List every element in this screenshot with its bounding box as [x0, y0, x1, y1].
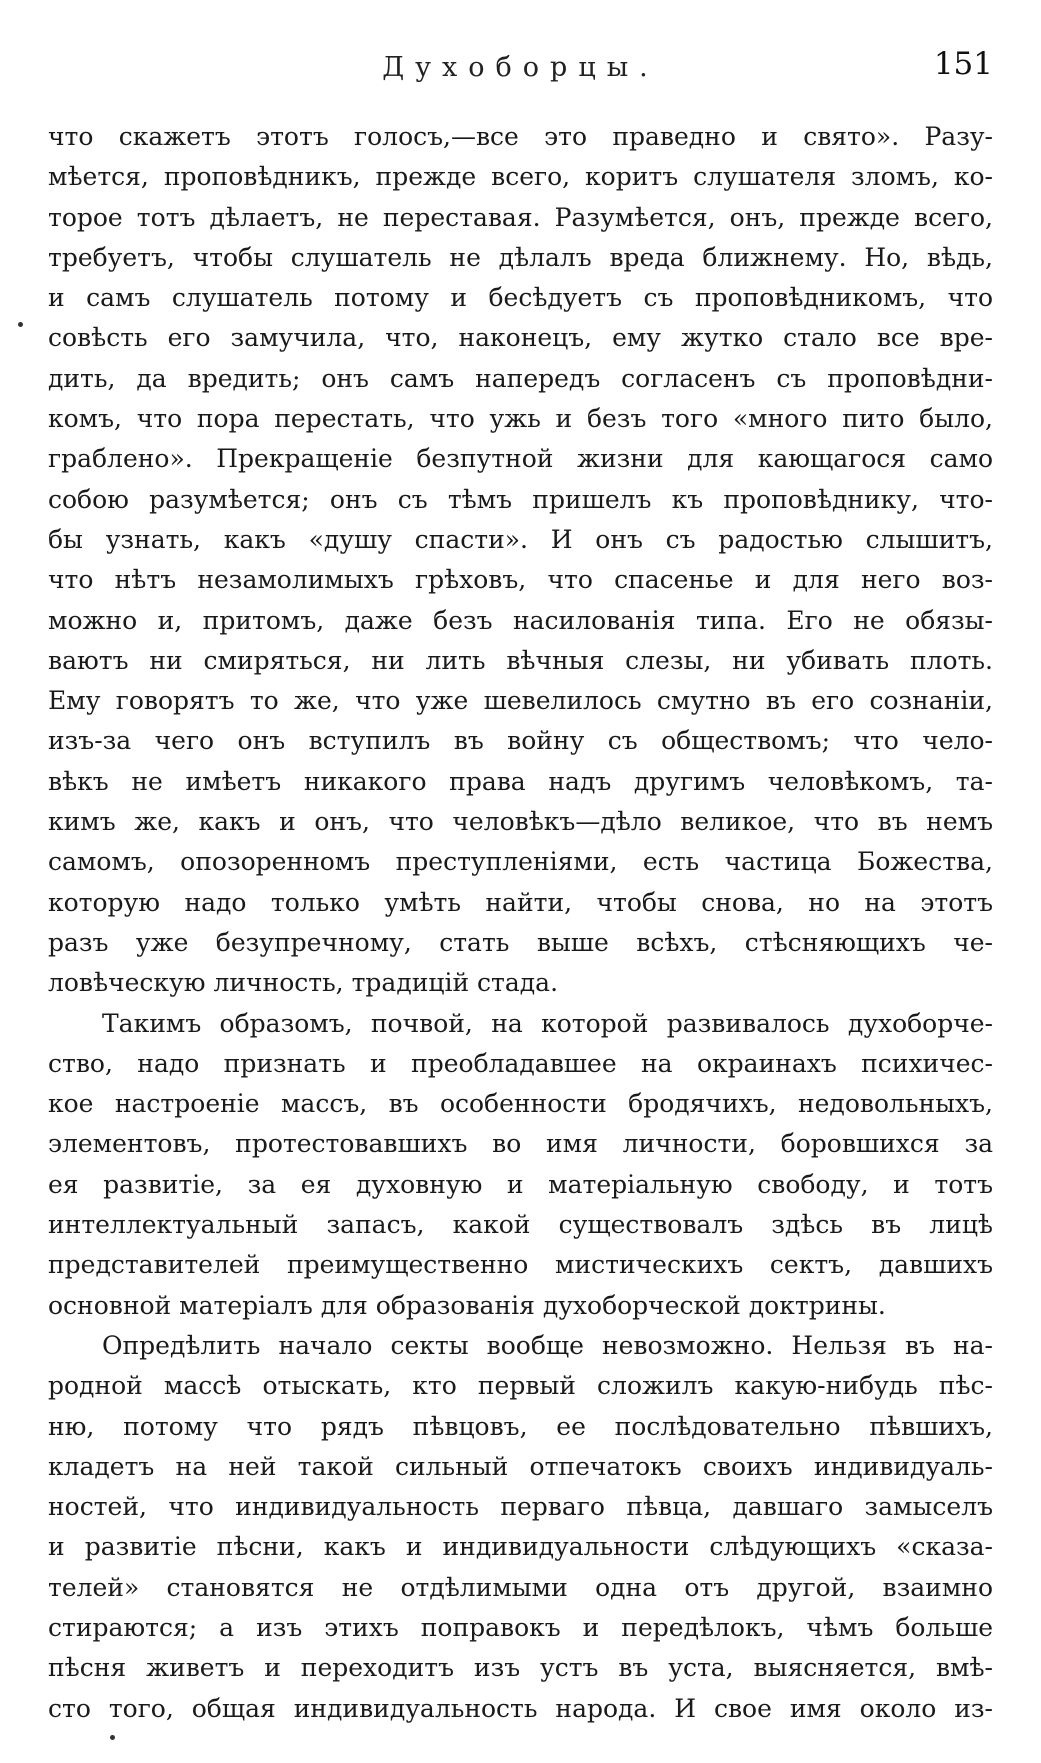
print-speck [18, 322, 23, 327]
text-line: ню, потому что рядъ пѣвцовъ, ее послѣдовательно пѣвшихъ, [48, 1411, 993, 1441]
page-number: 151 [933, 46, 993, 82]
text-line: мѣется, проповѣдникъ, прежде всего, коритъ слушателя зломъ, ко- [48, 162, 993, 192]
paragraph-start-line: Такимъ образомъ, почвой, на которой развивалось духоборче- [102, 1008, 993, 1038]
text-line: и самъ слушатель потому и бесѣдуетъ съ проповѣдникомъ, что [48, 283, 993, 313]
text-line: кладетъ на ней такой сильный отпечатокъ своихъ индивидуаль- [48, 1451, 993, 1481]
text-line: представителей преимущественно мистическихъ сектъ, давшихъ [48, 1250, 993, 1280]
text-line: можно и, притомъ, даже безъ насилованія типа. Его не обязы- [48, 605, 993, 635]
text-line: требуетъ, чтобы слушатель не дѣлалъ вреда ближнему. Но, вѣдь, [48, 242, 993, 272]
text-line: стираются; а изъ этихъ поправокъ и передѣлокъ, чѣмъ больше [48, 1612, 993, 1642]
text-line: что нѣтъ незамолимыхъ грѣховъ, что спасенье и для него воз- [48, 565, 993, 595]
text-line: вѣкъ не имѣетъ никакого права надъ другимъ человѣкомъ, та- [48, 766, 993, 796]
running-title: Духоборцы. [382, 52, 659, 83]
paragraph-end-line: основной матеріалъ для образованія духоборческой доктрины. [48, 1290, 886, 1320]
text-line: родной массѣ отыскать, кто первый сложилъ какую-нибудь пѣс- [48, 1371, 993, 1401]
body-text [48, 117, 993, 1729]
text-line: самомъ, опозоренномъ преступленіями, есть частица Божества, [48, 847, 993, 877]
text-line: ство, надо признать и преобладавшее на окраинахъ психичес- [48, 1048, 993, 1078]
text-line: что скажетъ этотъ голосъ,—все это праведно и свято». Разу- [48, 122, 993, 151]
text-line: ваютъ ни смиряться, ни лить вѣчныя слезы, ни убивать плоть. [48, 645, 993, 675]
text-line: ностей, что индивидуальность перваго пѣвца, давшаго замыселъ [48, 1492, 993, 1522]
text-line: пѣсня живетъ и переходитъ изъ устъ въ уста, выясняется, вмѣ- [48, 1653, 993, 1683]
text-line: сто того, общая индивидуальность народа. И свое имя около из- [48, 1693, 993, 1723]
text-line: Ему говорятъ то же, что уже шевелилось смутно въ его сознаніи, [48, 686, 993, 716]
text-line: элементовъ, протестовавшихъ во имя личности, боровшихся за [48, 1129, 993, 1159]
page-header [48, 46, 993, 96]
text-line: интеллектуальный запасъ, какой существовалъ здѣсь въ лицѣ [48, 1210, 993, 1240]
text-line: изъ-за чего онъ вступилъ въ войну съ обществомъ; что чело- [48, 726, 993, 756]
text-line: бы узнать, какъ «душу спасти». И онъ съ радостью слышитъ, [48, 524, 993, 554]
print-speck [110, 1735, 115, 1740]
text-line: граблено». Прекращеніе безпутной жизни для кающагося само [48, 444, 993, 474]
paragraph-end-line: ловѣческую личность, традицій стада. [48, 968, 559, 998]
text-line: дить, да вредить; онъ самъ напередъ согласенъ съ проповѣдни- [48, 363, 993, 393]
paragraph-start-line: Опредѣлить начало секты вообще невозможно. Нельзя въ на- [102, 1330, 993, 1360]
text-line: комъ, что пора перестать, что ужь и безъ того «много пито было, [48, 404, 993, 434]
text-line: ея развитіе, за ея духовную и матеріальную свободу, и тотъ [48, 1169, 993, 1199]
text-line: кимъ же, какъ и онъ, что человѣкъ—дѣло великое, что въ немъ [48, 807, 993, 837]
text-line: кое настроеніе массъ, въ особенности бродячихъ, недовольныхъ, [48, 1089, 993, 1119]
text-line: собою разумѣется; онъ съ тѣмъ пришелъ къ проповѣднику, что- [48, 484, 993, 514]
text-line: телей» становятся не отдѣлимыми одна отъ другой, взаимно [48, 1572, 993, 1602]
text-line: разъ уже безупречному, стать выше всѣхъ, стѣсняющихъ че- [48, 927, 993, 957]
text-line: и развитіе пѣсни, какъ и индивидуальности слѣдующихъ «сказа- [48, 1532, 993, 1562]
text-line: торое тотъ дѣлаетъ, не переставая. Разумѣется, онъ, прежде всего, [48, 202, 993, 232]
text-line: совѣсть его замучила, что, наконецъ, ему жутко стало все вре- [48, 323, 993, 353]
text-line: которую надо только умѣть найти, чтобы снова, но на этотъ [48, 887, 993, 917]
